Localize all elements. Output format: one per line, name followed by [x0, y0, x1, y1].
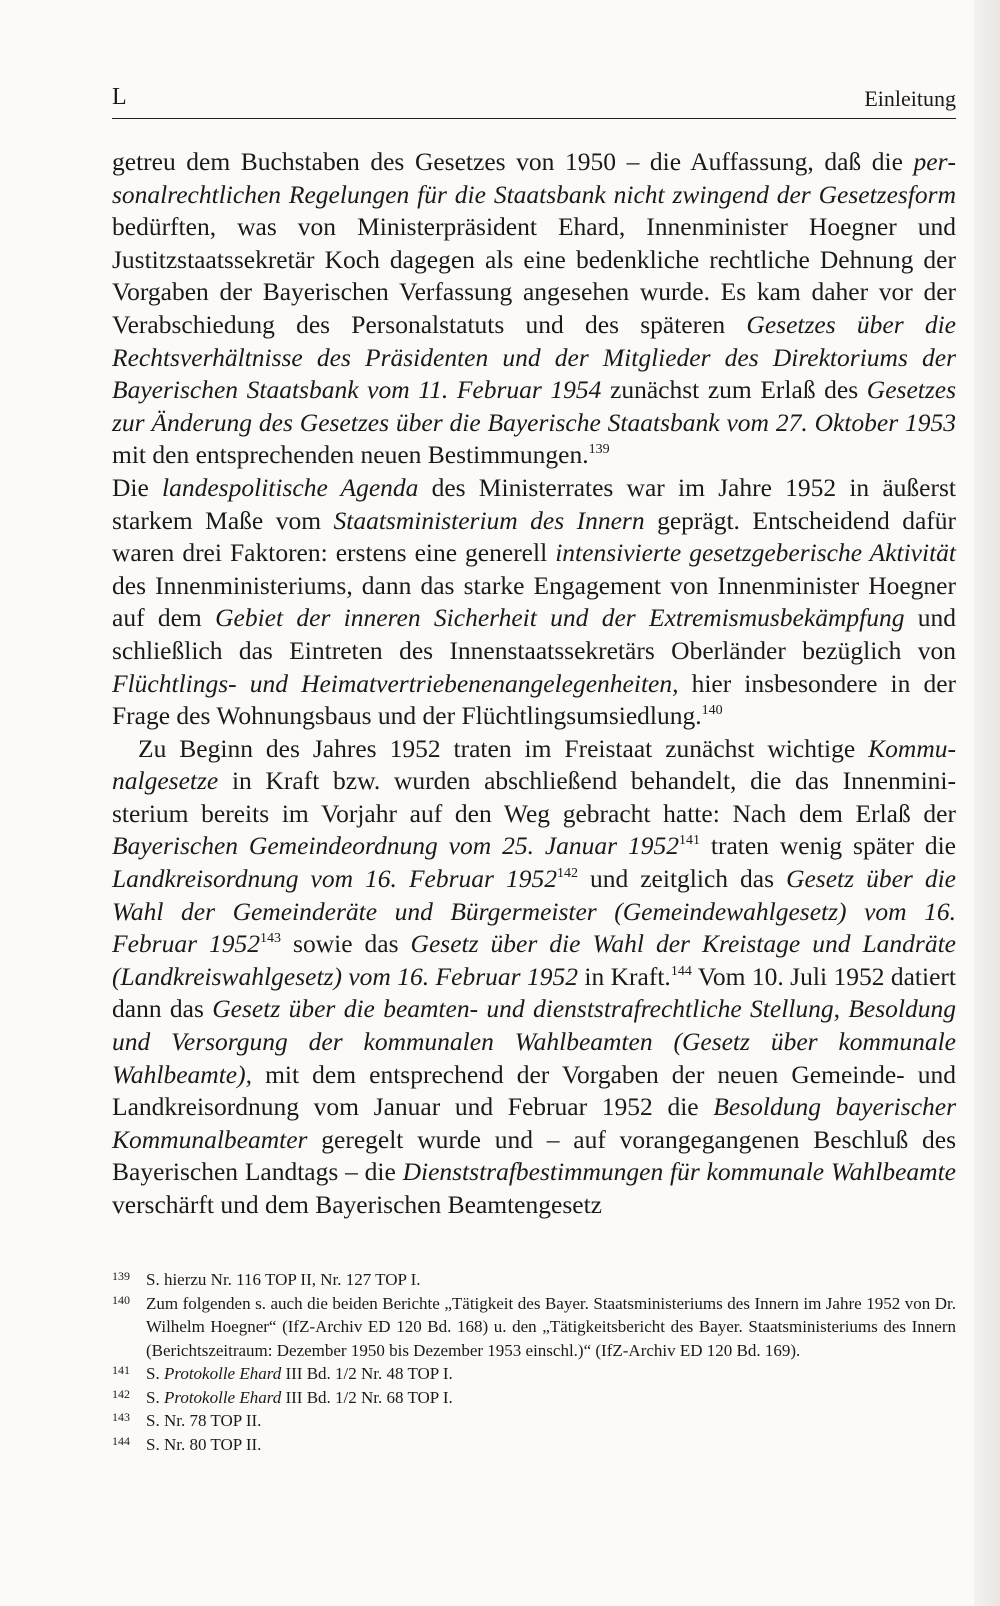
text-run: in Kraft. [577, 961, 671, 991]
text-run: verschärft und dem Bayerischen Beamtengesetz [112, 1190, 602, 1219]
italic-text: Gesetz über die Wahl der Kreistage und Landräte (Landkreiswahlgesetz) vom 16. Februar 1952 [112, 929, 956, 991]
footnote [112, 1268, 956, 1292]
italic-text: Protokolle Ehard [163, 1387, 282, 1407]
italic-text: Kommunalgesetze [112, 733, 956, 796]
text-run: geprägt. Entscheidend dafür waren drei Faktoren: erstens eine generell [112, 505, 957, 568]
paragraph-1 [112, 146, 956, 472]
footnote-ref: 139 [588, 442, 610, 458]
footnote-number: 141 [112, 1363, 130, 1377]
italic-text: Bayerischen Gemeindeordnung vom 25. Januar 1952 [112, 831, 679, 861]
italic-text: Besoldung bayerischer Kommunalbeamter [112, 1092, 957, 1154]
text-run: Zu Beginn des Jahres 1952 traten im Freistaat zunächst wichtige [138, 733, 869, 763]
text-run: geregelt wurde und – auf vorangegangenen Beschluß des Bayerischen Landtags – die [112, 1124, 956, 1187]
italic-text: Gesetz über die beamten- und dienststrafrechtliche Stellung, Besoldung und Versorgung der kommunalen Wahlbeamten (Gesetz über kommunale Wahlbeamte), [112, 994, 956, 1089]
text-run: mit dem entsprechend der Vorgaben der neuen Gemeinde- und Landkreisordnung vom Januar und Februar 1952 die [112, 1059, 956, 1122]
footnote-ref: 141 [678, 833, 700, 849]
footnote-ref: 142 [556, 866, 578, 882]
text-run: S. Nr. 80 TOP II. [146, 1434, 262, 1454]
text-run: III Bd. 1/2 Nr. 48 TOP I. [281, 1364, 453, 1383]
italic-text: intensivierte gesetzgeberische Aktivität [555, 538, 956, 568]
text-run: III Bd. 1/2 Nr. 68 TOP I. [281, 1387, 453, 1407]
italic-text: Landkreisordnung vom 16. Februar 1952 [112, 864, 557, 894]
text-run: und schließlich das Eintreten des Innenstaatssekretärs Oberländer bezüglich von [112, 603, 957, 665]
italic-text: personalrechtlichen Regelungen für die Staatsbank nicht zwingend der Gesetzesform [112, 147, 956, 209]
footnote-ref: 143 [260, 931, 282, 947]
text-run: und zeitglich das [577, 864, 787, 894]
italic-text: Protokolle Ehard [163, 1364, 282, 1383]
text-run: Zum folgenden s. auch die beiden Berichte „Tätigkeit des Bayer. Staatsministeriums des Innern im Jahre 1952 von Dr. Wilhelm Hoegner“ (IfZ-Archiv ED 120 Bd. 168) u. den „Tätigkeitsbericht des Bayer. Staatsministeriums des Innern (Berichtszeitraum: Dezember 1950 bis Dezember 1953 einschl.)“ (IfZ-Archiv ED 120 Bd. 169). [146, 1293, 956, 1360]
footnote-number: 142 [112, 1386, 130, 1401]
italic-text: Gesetz über die Wahl der Gemeinderäte und Bürgermeister (Gemeindewahlgesetz) vom 16. Februar 1952 [112, 864, 956, 959]
page-number: L [112, 84, 127, 110]
footnote-number: 143 [112, 1410, 130, 1424]
text-run: bedürften, was von Ministerpräsident Ehard, Innenminister Hoegner und Justitzstaatssekretär Koch dagegen als eine bedenkliche rechtliche Dehnung der Vorgaben der Bayerischen Verfassung angesehen wurde. Es kam daher vor der Verabschiedung des Personalstatuts und des späteren [112, 212, 956, 339]
paragraph-2 [112, 472, 956, 733]
footnote-ref: 144 [670, 963, 692, 979]
italic-text: landespolitische Agenda [162, 472, 419, 502]
text-run: sowie das [281, 929, 411, 959]
text-run: Vom 10. Juli 1952 datiert dann das [112, 961, 956, 1024]
main-text [112, 146, 956, 1222]
text-run: hier insbesondere in der Frage des Wohnungsbaus und der Flüchtlingsumsiedlung. [112, 668, 957, 731]
footnote [112, 1386, 956, 1410]
page-edge [974, 0, 1000, 1606]
italic-text: Flüchtlings- und Heimatvertriebenenangelegenheiten, [112, 668, 679, 698]
italic-text: Gesetzes über die Rechtsverhältnisse des Präsidenten und der Mitglieder des Direktoriums der Bayerischen Staatsbank vom 11. Februar 1954 [112, 309, 956, 405]
text-run: S. hierzu Nr. 116 TOP II, Nr. 127 TOP I. [146, 1270, 421, 1289]
text-run: S. Nr. 78 TOP II. [146, 1411, 262, 1430]
text-run: Die [112, 472, 163, 502]
text-run: mit den entsprechenden neuen Bestimmungen. [112, 440, 589, 470]
italic-text: Dienststrafbestimmungen für kommunale Wahlbeamte [402, 1157, 957, 1187]
footnote-number: 139 [112, 1269, 130, 1283]
text-run: S. [146, 1387, 164, 1407]
italic-text: Gesetzes zur Änderung des Gesetzes über die Bayerische Staatsbank vom 27. Oktober 1953 [112, 375, 957, 437]
footnote [112, 1292, 956, 1363]
text-run: des Ministerrates war im Jahre 1952 in äußerst starkem Maße vom [112, 472, 956, 535]
text-run: zunächst zum Erlaß des [601, 375, 867, 405]
running-header [112, 84, 956, 119]
text-run: S. [146, 1364, 164, 1383]
running-head-title: Einleitung [864, 86, 956, 111]
text-run: getreu dem Buchstaben des Gesetzes von 1950 – die Auffassung, daß die [112, 147, 914, 176]
footnote-number: 144 [112, 1433, 130, 1448]
text-run: des Innenministeriums, dann das starke Engagement von Innenminister Hoegner auf dem [112, 570, 956, 633]
footnotes [112, 1268, 956, 1456]
footnote [112, 1433, 956, 1457]
italic-text: Gebiet der inneren Sicherheit und der Extremismusbekämpfung [215, 603, 905, 633]
footnote [112, 1362, 956, 1386]
text-run: traten wenig später die [699, 831, 956, 861]
italic-text: Staatsministerium des Innern [333, 505, 645, 535]
footnote-number: 140 [112, 1292, 130, 1307]
footnote-ref: 140 [701, 703, 723, 719]
text-run: in Kraft bzw. wurden abschließend behandelt, die das Innenministerium bereits im Vorjahr auf den Weg gebracht hatte: Nach dem Erlaß der [112, 766, 956, 828]
footnote [112, 1409, 956, 1433]
paragraph-3 [112, 733, 956, 1222]
